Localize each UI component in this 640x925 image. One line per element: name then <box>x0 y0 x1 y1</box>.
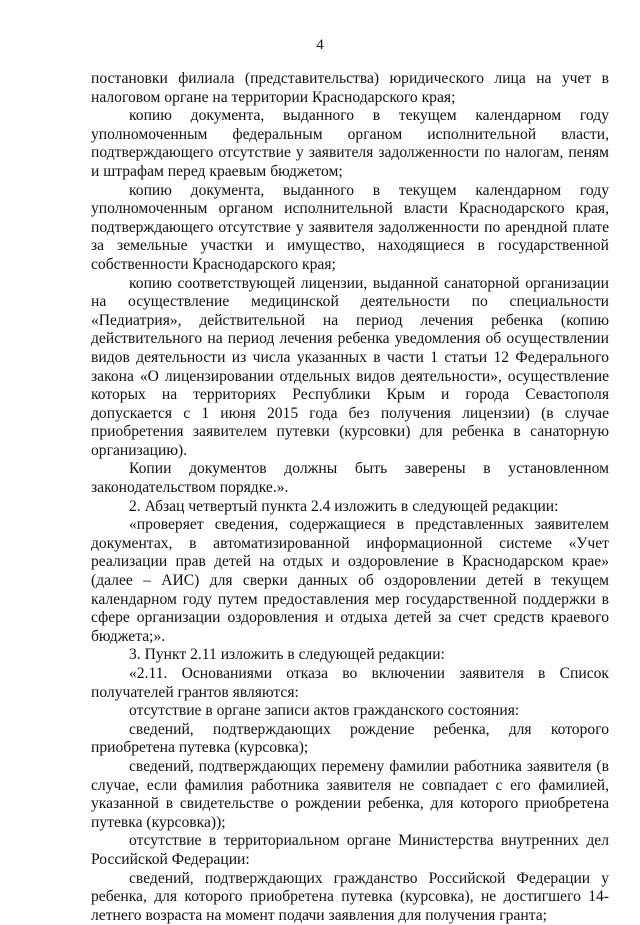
document-body <box>91 70 609 925</box>
paragraph-9: «2.11. Основаниями отказа во включении заявителя в Список получателей грантов являются: <box>91 665 609 701</box>
paragraph-3: копию документа, выданного в текущем календарном году уполномоченным органом исполнительной власти Краснодарского края, подтверждающего отсутствие у заявителя задолженности по арендной плате за земельные участки и имущество, находящиеся в государственной собственности Краснодарского края; <box>91 181 609 273</box>
paragraph-7: «проверяет сведения, содержащиеся в представленных заявителем документах, в автоматизированной информационной системе «Учет реализации прав детей на отдых и оздоровление в Краснодарском крае» (далее – АИС) для сверки данных об оздоровлении детей в текущем календарном году путем предоставления мер государственной поддержки в сфере организации оздоровления и отдыха детей за счет средств краевого бюджета;». <box>91 516 609 645</box>
paragraph-1: постановки филиала (представительства) юридического лица на учет в налоговом органе на территории Краснодарского края; <box>91 70 609 106</box>
paragraph-4: копию соответствующей лицензии, выданной санаторной организации на осуществление медицинской деятельности по специальности «Педиатрия», действительной на период лечения ребенка (копию действительного на период лечения ребенка уведомления об осуществлении видов деятельности из числа указанных в части 1 статьи 12 Федерального закона «О лицензировании отдельных видов деятельности», осуществление которых на территориях Республики Крым и города Севастополя допускается с 1 июня 2015 года без получения лицензии) (в случае приобретения заявителем путевки (курсовки) для ребенка в санаторную организацию). <box>91 274 609 459</box>
paragraph-11: сведений, подтверждающих рождение ребенка, для которого приобретена путевка (курсовка); <box>91 720 609 757</box>
paragraph-2: копию документа, выданного в текущем календарном году уполномоченным федеральным органом исполнительной власти, подтверждающего отсутствие у заявителя задолженности по налогам, пеням и штрафам перед краевым бюджетом; <box>91 107 609 180</box>
paragraph-8: 3. Пункт 2.11 изложить в следующей редакции: <box>129 646 445 664</box>
page-number: 4 <box>316 37 324 53</box>
paragraph-14: сведений, подтверждающих гражданство Российской Федерации у ребенка, для которого приобретена путевка (курсовка), не достигшего 14-летнего возраста на момент подачи заявления для получения гранта; <box>91 869 609 924</box>
paragraph-13: отсутствие в территориальном органе Министерства внутренних дел Российской Федерации: <box>91 832 609 868</box>
paragraph-6: 2. Абзац четвертый пункта 2.4 изложить в следующей редакции: <box>129 497 559 515</box>
paragraph-5: Копии документов должны быть заверены в установленном законодательством порядке.». <box>91 460 609 497</box>
paragraph-10: отсутствие в органе записи актов гражданского состояния: <box>129 702 520 720</box>
paragraph-12: сведений, подтверждающих перемену фамилии работника заявителя (в случае, если фамилия работника заявителя не совпадает с его фамилией, указанной в свидетельстве о рождении ребенка, для которого приобретена путевка (курсовка)); <box>91 757 609 831</box>
